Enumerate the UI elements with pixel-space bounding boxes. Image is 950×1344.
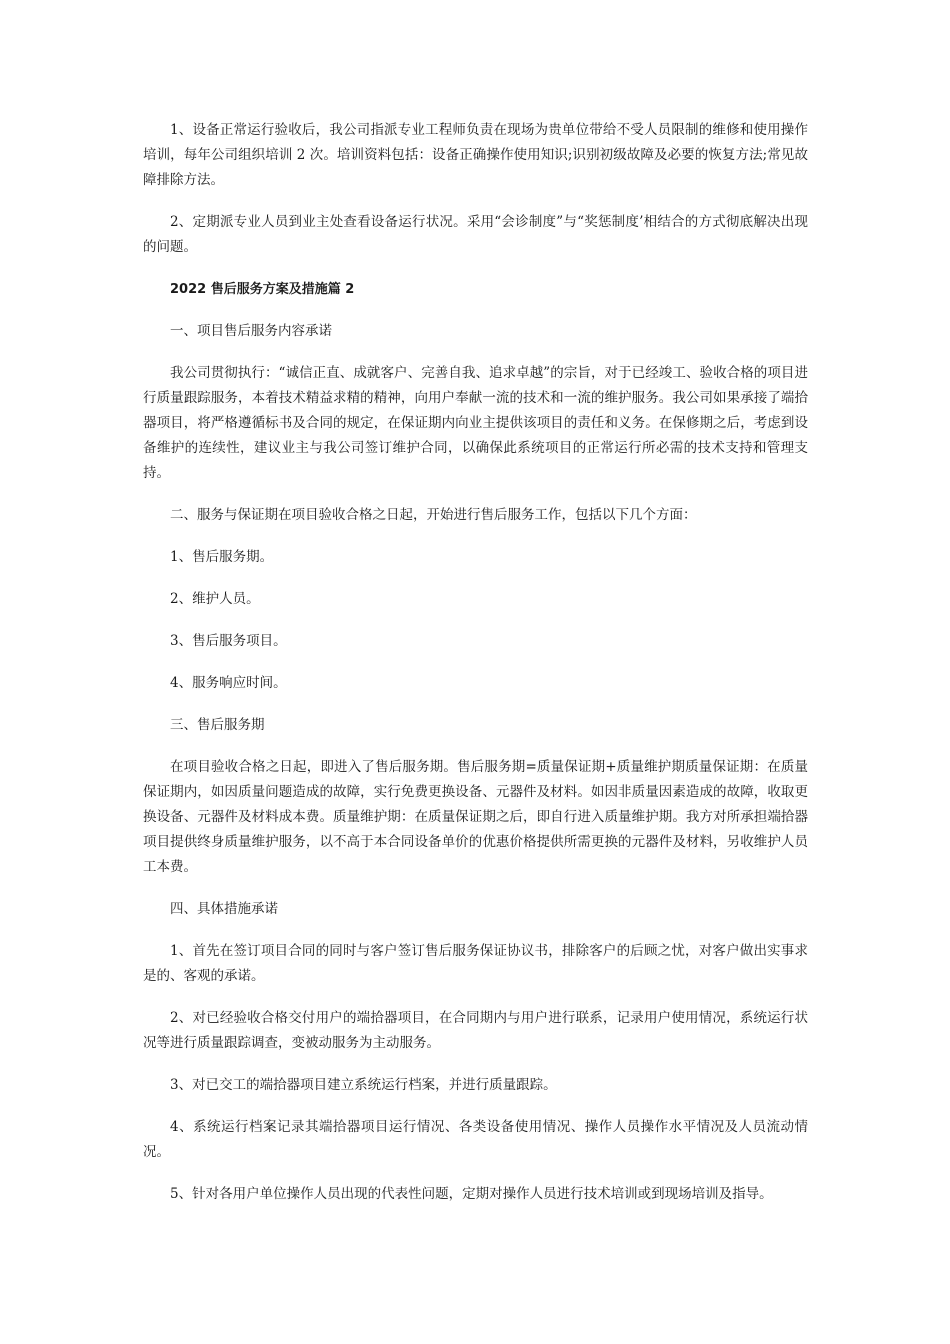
- measure-item-3: 3、对已交工的端拾器项目建立系统运行档案，并进行质量跟踪。: [170, 1077, 557, 1093]
- measure-item-4: 4、系统运行档案记录其端拾器项目运行情况、各类设备使用情况、操作人员操作水平情况及人员流动情况。: [143, 1119, 808, 1160]
- heading-specific-measures: 四、具体措施承诺: [170, 901, 278, 917]
- heading-content-commitment: 一、项目售后服务内容承诺: [170, 323, 332, 339]
- measure-item-5: 5、针对各用户单位操作人员出现的代表性问题，定期对操作人员进行技术培训或到现场培训及指导。: [170, 1186, 773, 1202]
- paragraph-company-policy: 我公司贯彻执行：“诚信正直、成就客户、完善自我、追求卓越”的宗旨，对于已经竣工、验收合格的项目进行质量跟踪服务，本着技术精益求精的精神，向用户奉献一流的技术和一流的维护服务。我公司如果承接了端拾器项目，将严格遵循标书及合同的规定，在保证期内向业主提供该项目的责任和义务。在保修期之后，考虑到设备维护的连续性，建议业主与我公司签订维护合同，以确保此系统项目的正常运行所必需的技术支持和管理支持。: [143, 365, 808, 481]
- document-page: [143, 118, 808, 1224]
- measure-item-2: 2、对已经验收合格交付用户的端拾器项目，在合同期内与用户进行联系，记录用户使用情况，系统运行状况等进行质量跟踪调查，变被动服务为主动服务。: [143, 1010, 808, 1051]
- paragraph-training: 1、设备正常运行验收后，我公司指派专业工程师负责在现场为贵单位带给不受人员限制的维修和使用操作培训，每年公司组织培训 2 次。培训资料包括：设备正确操作使用知识;识别初级故障及必要的恢复方法;常见故障排除方法。: [143, 122, 808, 188]
- paragraph-inspection: 2、定期派专业人员到业主处查看设备运行状况。采用“会诊制度”与“奖惩制度’相结合的方式彻底解决出现的问题。: [143, 214, 808, 255]
- measure-item-1: 1、首先在签订项目合同的同时与客户签订售后服务保证协议书，排除客户的后顾之忧，对客户做出实事求是的、客观的承诺。: [143, 943, 808, 984]
- list-item-maintenance-staff: 2、维护人员。: [170, 591, 260, 607]
- heading-after-sales-period: 三、售后服务期: [170, 717, 265, 733]
- heading-service-warranty: 二、服务与保证期在项目验收合格之日起，开始进行售后服务工作，包括以下几个方面：: [170, 507, 697, 523]
- list-item-response-time: 4、服务响应时间。: [170, 675, 287, 691]
- paragraph-warranty-details: 在项目验收合格之日起，即进入了售后服务期。售后服务期=质量保证期+质量维护期质量保证期：在质量保证期内，如因质量问题造成的故障，实行免费更换设备、元器件及材料。如因非质量因素造成的故障，收取更换设备、元器件及材料成本费。质量维护期：在质量保证期之后，即自行进入质量维护期。我方对所承担端拾器项目提供终身质量维护服务，以不高于本合同设备单价的优惠价格提供所需更换的元器件及材料，另收维护人员工本费。: [143, 759, 808, 875]
- list-item-service-period: 1、售后服务期。: [170, 549, 274, 565]
- section-title: 2022 售后服务方案及措施篇 2: [170, 282, 355, 297]
- list-item-service-items: 3、售后服务项目。: [170, 633, 287, 649]
